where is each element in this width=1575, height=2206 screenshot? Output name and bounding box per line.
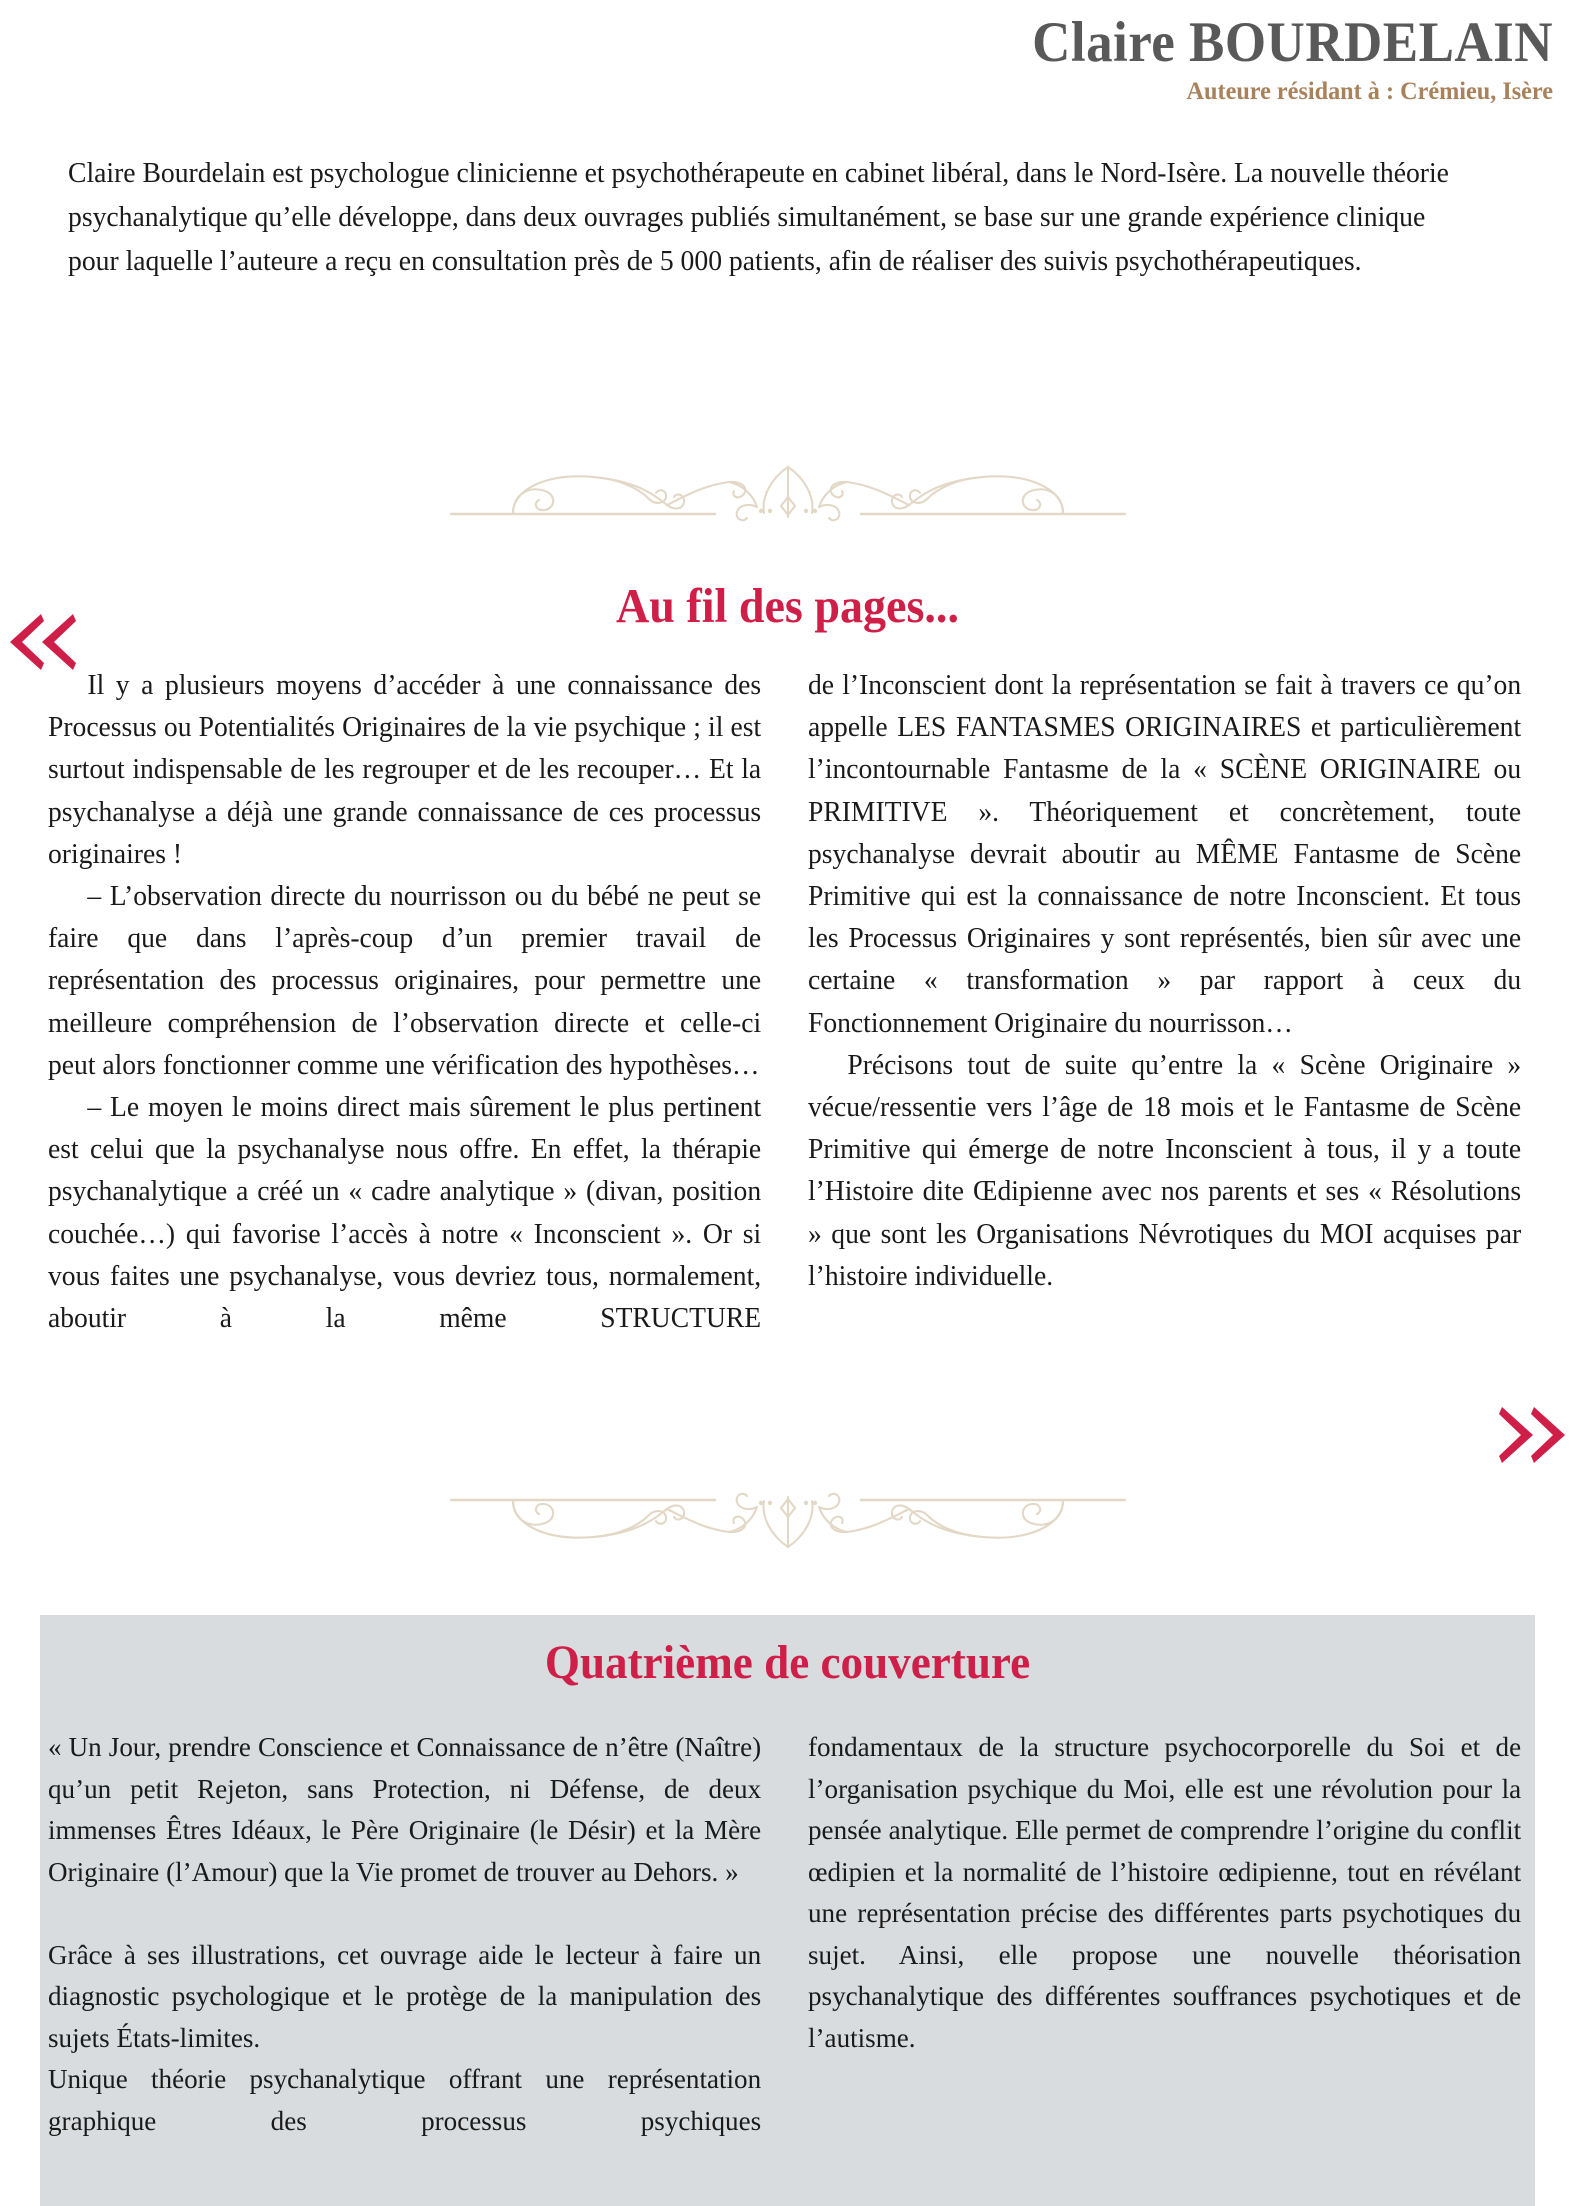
flourish-divider-bottom-icon	[0, 1487, 1575, 1564]
au-fil-left-column	[48, 665, 761, 1340]
quatrieme-right-column	[808, 1726, 1521, 2141]
page-title: Claire BOURDELAIN	[1032, 11, 1553, 74]
paragraph: Précisons tout de suite qu’entre la « Scène Originaire » vécue/ressentie vers l’âge de 18 mois et le Fantasme de Scène Primitive qui émerge de notre Inconscient à tous, il y a toute l’Histoire dite Œdipienne avec nos parents et ses « Résolutions » que sont les Organisations Névrotiques du MOI acquises par l’histoire individuelle.	[808, 1049, 1522, 1292]
paragraph: – L’observation directe du nourrisson ou du bébé ne peut se faire que dans l’après-coup d’un premier travail de représentation des processus originaires, pour permettre une meilleure compréhension de l’observation directe et celle-ci peut alors fonctionner comme une vérification des hypothèses…	[48, 881, 762, 1081]
paragraph: Il y a plusieurs moyens d’accéder à une connaissance des Processus ou Potentialités Originaires de la vie psychique ; il est surtout indispensable de les regrouper et de les recouper… Et la psychanalyse a déjà une grande connaissance de ces processus originaires !	[48, 670, 762, 870]
paragraph: – Le moyen le moins direct mais sûrement le plus pertinent est celui que la psychanalyse nous offre. En effet, la thérapie psychanalytique a créé un « cadre analytique » (divan, position couchée…) qui favorise l’accès à notre « Inconscient ». Or si vous faites une psychanalyse, vous devriez tous, normalement, aboutir à la même STRUCTURE	[48, 1092, 762, 1335]
flourish-divider-top-icon	[0, 455, 1575, 532]
intro-paragraph: Claire Bourdelain est psychologue clinicienne et psychothérapeute en cabinet libéral, dans le Nord-Isère. La nouvelle théorie psychanalytique qu’elle développe, dans deux ouvrages publiés simultanément, se base sur une grande expérience clinique pour laquelle l’auteure a reçu en consultation près de 5 000 patients, afin de réaliser des suivis psychothérapeutiques.	[68, 158, 1449, 277]
au-fil-des-pages-body	[48, 665, 1532, 1340]
paragraph: Grâce à ses illustrations, cet ouvrage aide le lecteur à faire un diagnostic psychologique et le protège de la manipulation des sujets États-limites.	[48, 1938, 762, 2053]
quatrieme-de-couverture-body	[48, 1726, 1532, 2141]
paragraph: de l’Inconscient dont la représentation se fait à travers ce qu’on appelle LES FANTASMES ORIGINAIRES et particulièrement l’incontournable Fantasme de la « SCÈNE ORIGINAIRE ou PRIMITIVE ». Théoriquement et concrètement, toute psychanalyse devrait aboutir au MÊME Fantasme de Scène Primitive qui est la connaissance de notre Inconscient. Et tous les Processus Originaires y sont représentés, bien sûr avec une certaine « transformation » par rapport à ceux du Fonctionnement Originaire du nourrisson…	[808, 670, 1522, 1039]
section-title-quatrieme-de-couverture: Quatrième de couverture	[544, 1636, 1031, 1689]
paragraph: fondamentaux de la structure psychocorporelle du Soi et de l’organisation psychique du Moi, elle est une révolution pour la pensée analytique. Elle permet de comprendre l’origine du conflit œdipien et la normalité de l’histoire œdipienne, tout en révélant une représentation précise des différentes parts psychotiques du sujet. Ainsi, elle propose une nouvelle théorisation psychanalytique des différentes souffrances psychotiques et de l’autisme.	[808, 1731, 1522, 2053]
masthead	[0, 0, 1575, 106]
au-fil-right-column	[808, 665, 1521, 1340]
section-title-au-fil-des-pages: Au fil des pages...	[616, 578, 959, 633]
double-chevron-right-icon	[1497, 1405, 1567, 1469]
author-location: Auteure résidant à : Crémieu, Isère	[1186, 76, 1553, 106]
quatrieme-left-column	[48, 1726, 761, 2141]
quote-paragraph: « Un Jour, prendre Conscience et Connaissance de n’être (Naître) qu’un petit Rejeton, sans Protection, ni Défense, de deux immenses Êtres Idéaux, le Père Originaire (le Désir) et la Mère Originaire (l’Amour) que la Vie promet de trouver au Dehors. »	[48, 1731, 762, 1887]
paragraph: Unique théorie psychanalytique offrant une représentation graphique des processus psychiques	[48, 2063, 762, 2136]
